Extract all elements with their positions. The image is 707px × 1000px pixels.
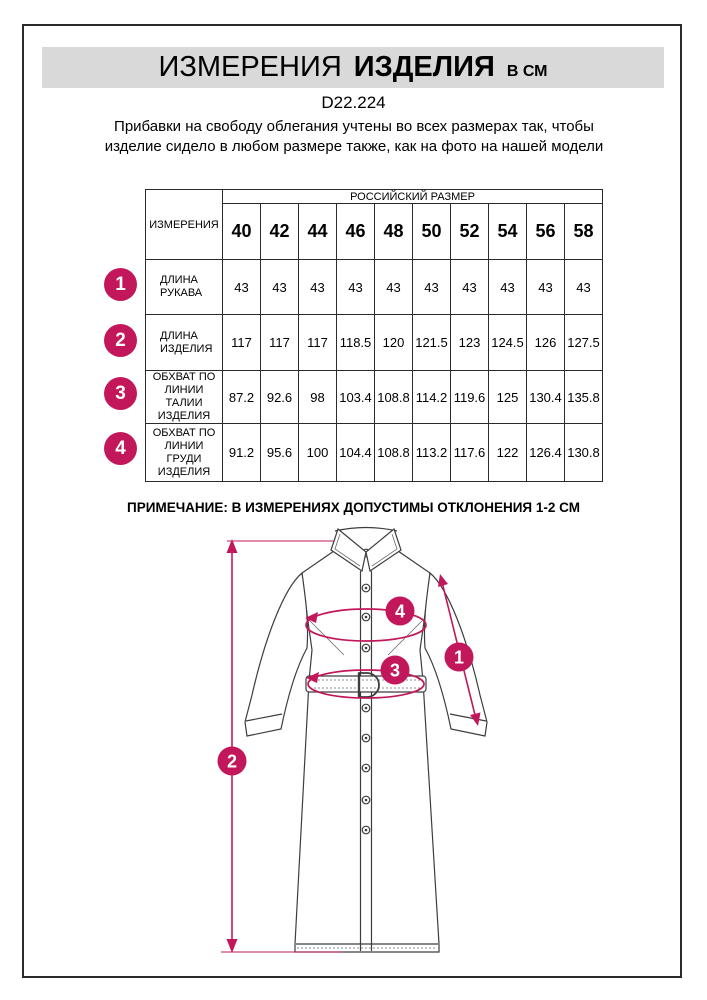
tolerance-note: ПРИМЕЧАНИЕ: В ИЗМЕРЕНИЯХ ДОПУСТИМЫ ОТКЛОНЕНИЯ 1-2 СМ [127,500,580,515]
drawing-marker-4 [386,597,415,626]
measurement-value: 43 [451,260,489,315]
measurements-column-header: ИЗМЕРЕНИЯ [146,190,223,260]
measurement-value: 117 [261,315,299,371]
title-word-measurements: ИЗМЕРЕНИЯ [158,51,342,83]
button [362,734,370,742]
button [362,826,370,834]
measurement-value: 43 [413,260,451,315]
measurement-value: 130.4 [527,371,565,424]
measurement-value: 126 [527,315,565,371]
drawing-marker-1-label: 1 [453,647,465,668]
measurement-label: ДЛИНА ИЗДЕЛИЯ [146,315,223,371]
measurements-body [146,260,603,482]
measurement-value: 108.8 [375,371,413,424]
measurement-value: 126.4 [527,424,565,482]
button [362,796,370,804]
measurement-value: 92.6 [261,371,299,424]
size-col-header: 54 [489,204,527,260]
table-row [146,371,603,424]
drawing-marker-3 [381,656,410,685]
measurement-value: 43 [565,260,603,315]
size-col-header: 48 [375,204,413,260]
size-table [145,189,603,482]
title-word-product: ИЗДЕЛИЯ [353,51,495,83]
measurement-value: 43 [489,260,527,315]
measurement-value: 124.5 [489,315,527,371]
measurement-value: 117 [299,315,337,371]
row-marker-2: 2 [104,324,137,357]
button [362,764,370,772]
measurement-label: ОБХВАТ ПО ЛИНИИ ГРУДИ ИЗДЕЛИЯ [146,424,223,482]
belt [306,676,426,692]
measurement-value: 91.2 [223,424,261,482]
measurement-label: ДЛИНА РУКАВА [146,260,223,315]
size-col-header: 52 [451,204,489,260]
fit-description: Прибавки на свободу облегания учтены во всех размерах так, чтобы изделие сидело в любом размере также, как на фото на нашей модели [104,118,604,155]
measurement-value: 104.4 [337,424,375,482]
measurement-value: 108.8 [375,424,413,482]
collar-back-edge [335,528,397,532]
measurement-value: 43 [299,260,337,315]
table-header-row [146,190,603,204]
drawing-marker-4-label: 4 [394,601,406,622]
technical-drawing [200,520,510,970]
table-row [146,424,603,482]
measurement-value: 98 [299,371,337,424]
measurement-value: 87.2 [223,371,261,424]
table-row [146,315,603,371]
size-col-header: 40 [223,204,261,260]
dress-skirt [295,681,439,952]
size-col-header: 44 [299,204,337,260]
size-group-header: РОССИЙСКИЙ РАЗМЕР [223,190,603,204]
arrow-up-right-icon [438,574,448,587]
measurement-value: 95.6 [261,424,299,482]
measurement-value: 114.2 [413,371,451,424]
measurement-value: 43 [223,260,261,315]
row-marker-3: 3 [104,377,137,410]
measurement-label: ОБХВАТ ПО ЛИНИИ ТАЛИИ ИЗДЕЛИЯ [146,371,223,424]
button [362,644,370,652]
measurement-value: 43 [337,260,375,315]
page-title [42,47,664,88]
measurement-value: 117.6 [451,424,489,482]
drawing-marker-2-label: 2 [226,751,238,772]
drawing-marker-2 [218,747,247,776]
measurement-value: 122 [489,424,527,482]
drawing-marker-1 [445,643,474,672]
measurement-value: 121.5 [413,315,451,371]
measurement-value: 117 [223,315,261,371]
measurement-value: 135.8 [565,371,603,424]
button [362,584,370,592]
measurement-value: 103.4 [337,371,375,424]
measurement-value: 119.6 [451,371,489,424]
drawing-marker-3-label: 3 [389,660,401,681]
size-col-header: 58 [565,204,603,260]
measurement-value: 120 [375,315,413,371]
dress-sketch [200,520,510,970]
arrow-down-icon [227,939,238,953]
measurement-value: 43 [527,260,565,315]
table-row [146,260,603,315]
row-marker-1: 1 [104,268,137,301]
measurement-value: 123 [451,315,489,371]
button [362,704,370,712]
measurement-value: 100 [299,424,337,482]
product-code: D22.224 [321,93,386,112]
size-col-header: 50 [413,204,451,260]
size-col-header: 42 [261,204,299,260]
left-sleeve [245,573,308,736]
row-marker-4: 4 [104,432,137,465]
button [362,613,370,621]
measurement-value: 118.5 [337,315,375,371]
measurement-value: 43 [375,260,413,315]
measurement-value: 127.5 [565,315,603,371]
title-units: В СМ [506,63,548,80]
measurement-value: 113.2 [413,424,451,482]
size-col-header: 46 [337,204,375,260]
size-col-header: 56 [527,204,565,260]
measurement-value: 43 [261,260,299,315]
measurement-value: 125 [489,371,527,424]
measurement-value: 130.8 [565,424,603,482]
